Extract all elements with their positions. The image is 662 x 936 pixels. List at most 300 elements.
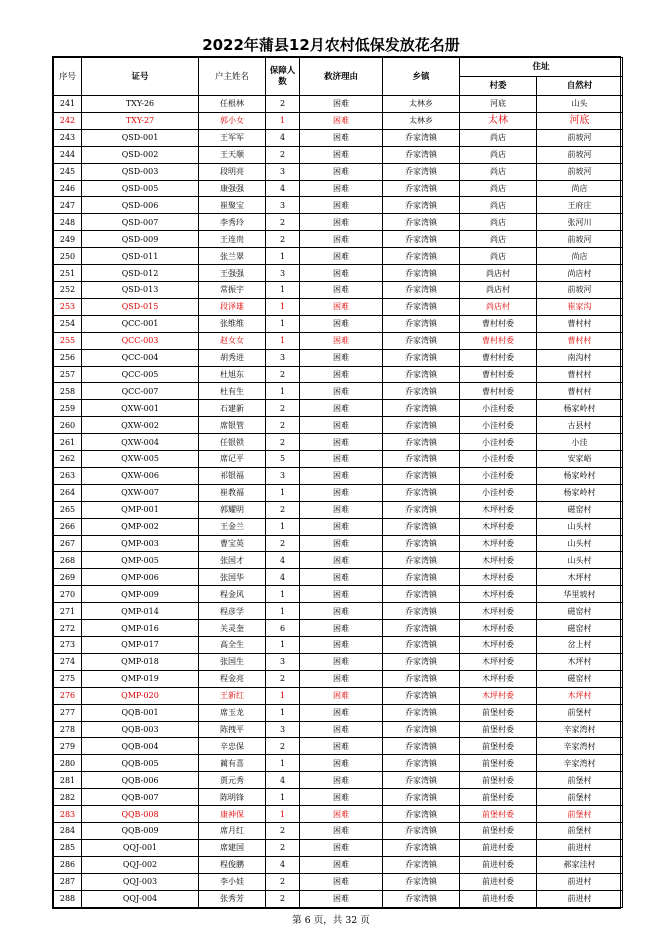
cell-cert-no: QXW-001 — [82, 400, 199, 417]
table-row — [54, 687, 623, 704]
cell-natural-village: 郝家洼村 — [537, 856, 623, 873]
cell-index: 276 — [54, 687, 82, 704]
cell-persons: 3 — [266, 467, 300, 484]
cell-natural-village: 山头村 — [537, 518, 623, 535]
cell-index: 286 — [54, 856, 82, 873]
cell-persons: 2 — [266, 501, 300, 518]
cell-persons: 2 — [266, 214, 300, 231]
cell-natural-village: 曹村村 — [537, 366, 623, 383]
cell-cert-no: QMP-002 — [82, 518, 199, 535]
cell-reason: 困难 — [300, 839, 383, 856]
cell-natural-village: 曹村村 — [537, 332, 623, 349]
cell-cert-no: QMP-018 — [82, 653, 199, 670]
cell-index: 261 — [54, 434, 82, 451]
cell-persons: 2 — [266, 400, 300, 417]
cell-reason: 困难 — [300, 856, 383, 873]
table-row — [54, 434, 623, 451]
cell-town: 太林乡 — [383, 96, 460, 113]
cell-index: 242 — [54, 112, 82, 129]
cell-index: 267 — [54, 535, 82, 552]
cell-cert-no: QSD-009 — [82, 231, 199, 248]
header-head-name: 户主姓名 — [199, 58, 266, 96]
cell-village-committee: 木坪村委 — [460, 653, 537, 670]
table-row — [54, 467, 623, 484]
cell-persons: 1 — [266, 586, 300, 603]
header-natural-village: 自然村 — [537, 77, 623, 96]
table-row — [54, 248, 623, 265]
cell-persons: 2 — [266, 738, 300, 755]
cell-village-committee: 小洼村委 — [460, 400, 537, 417]
cell-head-name: 程俊鹏 — [199, 856, 266, 873]
header-cert-no: 证号 — [82, 58, 199, 96]
table-row — [54, 214, 623, 231]
cell-reason: 困难 — [300, 484, 383, 501]
table-body — [54, 96, 623, 908]
cell-reason: 困难 — [300, 417, 383, 434]
cell-town: 乔家湾镇 — [383, 552, 460, 569]
cell-persons: 1 — [266, 637, 300, 654]
cell-natural-village: 前坡河 — [537, 281, 623, 298]
cell-natural-village: 前堡村 — [537, 789, 623, 806]
cell-persons: 2 — [266, 873, 300, 890]
cell-persons: 1 — [266, 518, 300, 535]
cell-natural-village: 张河川 — [537, 214, 623, 231]
cell-village-committee: 尚店 — [460, 129, 537, 146]
cell-natural-village: 前堡村 — [537, 704, 623, 721]
cell-reason: 困难 — [300, 112, 383, 129]
cell-village-committee: 前堡村委 — [460, 772, 537, 789]
cell-head-name: 席银管 — [199, 417, 266, 434]
cell-village-committee: 曹村村委 — [460, 349, 537, 366]
cell-cert-no: QQB-003 — [82, 721, 199, 738]
cell-index: 245 — [54, 163, 82, 180]
cell-head-name: 高全生 — [199, 637, 266, 654]
cell-natural-village: 山头村 — [537, 552, 623, 569]
cell-reason: 困难 — [300, 501, 383, 518]
cell-index: 263 — [54, 467, 82, 484]
cell-index: 241 — [54, 96, 82, 113]
cell-head-name: 杜旭东 — [199, 366, 266, 383]
cell-natural-village: 木坪村 — [537, 569, 623, 586]
cell-village-committee: 木坪村委 — [460, 569, 537, 586]
cell-index: 287 — [54, 873, 82, 890]
cell-village-committee: 尚店 — [460, 163, 537, 180]
cell-town: 太林乡 — [383, 112, 460, 129]
cell-cert-no: QMP-005 — [82, 552, 199, 569]
cell-reason: 困难 — [300, 569, 383, 586]
page-footer: 第 6 页，共 32 页 — [292, 915, 370, 926]
cell-reason: 困难 — [300, 146, 383, 163]
table-row — [54, 856, 623, 873]
cell-natural-village: 前进村 — [537, 890, 623, 907]
cell-village-committee: 尚店村 — [460, 265, 537, 282]
cell-head-name: 张兰翠 — [199, 248, 266, 265]
cell-cert-no: QQB-009 — [82, 822, 199, 839]
cell-cert-no: QMP-009 — [82, 586, 199, 603]
cell-town: 乔家湾镇 — [383, 535, 460, 552]
table-row — [54, 620, 623, 637]
table-row — [54, 96, 623, 113]
cell-cert-no: QQB-001 — [82, 704, 199, 721]
cell-town: 乔家湾镇 — [383, 704, 460, 721]
cell-reason: 困难 — [300, 721, 383, 738]
table-row — [54, 806, 623, 823]
cell-index: 270 — [54, 586, 82, 603]
cell-cert-no: QMP-001 — [82, 501, 199, 518]
cell-natural-village: 王府庄 — [537, 197, 623, 214]
cell-town: 乔家湾镇 — [383, 789, 460, 806]
table-row — [54, 231, 623, 248]
cell-index: 249 — [54, 231, 82, 248]
cell-reason: 困难 — [300, 451, 383, 468]
cell-cert-no: TXY-27 — [82, 112, 199, 129]
cell-head-name: 郭小女 — [199, 112, 266, 129]
cell-cert-no: QQJ-003 — [82, 873, 199, 890]
cell-town: 乔家湾镇 — [383, 721, 460, 738]
cell-cert-no: QCC-003 — [82, 332, 199, 349]
cell-persons: 4 — [266, 129, 300, 146]
cell-head-name: 段明亮 — [199, 163, 266, 180]
cell-index: 285 — [54, 839, 82, 856]
cell-head-name: 段泽雄 — [199, 298, 266, 315]
table-row — [54, 417, 623, 434]
cell-head-name: 王新红 — [199, 687, 266, 704]
cell-reason: 困难 — [300, 603, 383, 620]
cell-natural-village: 木坪村 — [537, 653, 623, 670]
cell-village-committee: 曹村村委 — [460, 315, 537, 332]
cell-natural-village: 安家峪 — [537, 451, 623, 468]
cell-persons: 1 — [266, 484, 300, 501]
table-row — [54, 789, 623, 806]
cell-reason: 困难 — [300, 265, 383, 282]
cell-reason: 困难 — [300, 704, 383, 721]
cell-index: 248 — [54, 214, 82, 231]
cell-village-committee: 河底 — [460, 96, 537, 113]
table-row — [54, 518, 623, 535]
header-reason: 救济理由 — [300, 58, 383, 96]
cell-index: 252 — [54, 281, 82, 298]
cell-persons: 1 — [266, 603, 300, 620]
cell-natural-village: 前进村 — [537, 873, 623, 890]
cell-index: 250 — [54, 248, 82, 265]
cell-persons: 5 — [266, 451, 300, 468]
table-row — [54, 315, 623, 332]
cell-head-name: 李小娃 — [199, 873, 266, 890]
table-row — [54, 298, 623, 315]
cell-persons: 2 — [266, 417, 300, 434]
cell-village-committee: 小洼村委 — [460, 434, 537, 451]
cell-cert-no: TXY-26 — [82, 96, 199, 113]
table-row — [54, 839, 623, 856]
cell-index: 269 — [54, 569, 82, 586]
cell-reason: 困难 — [300, 248, 383, 265]
table-row — [54, 637, 623, 654]
cell-town: 乔家湾镇 — [383, 670, 460, 687]
cell-village-committee: 前进村委 — [460, 839, 537, 856]
table-row — [54, 484, 623, 501]
cell-natural-village: 木坪村 — [537, 687, 623, 704]
cell-town: 乔家湾镇 — [383, 772, 460, 789]
cell-reason: 困难 — [300, 653, 383, 670]
cell-index: 272 — [54, 620, 82, 637]
cell-head-name: 王强强 — [199, 265, 266, 282]
cell-cert-no: QCC-004 — [82, 349, 199, 366]
cell-index: 253 — [54, 298, 82, 315]
cell-reason: 困难 — [300, 197, 383, 214]
cell-persons: 1 — [266, 112, 300, 129]
cell-natural-village: 前坡河 — [537, 163, 623, 180]
cell-index: 258 — [54, 383, 82, 400]
cell-cert-no: QQJ-002 — [82, 856, 199, 873]
table-row — [54, 332, 623, 349]
cell-persons: 1 — [266, 281, 300, 298]
cell-head-name: 胡秀进 — [199, 349, 266, 366]
cell-cert-no: QXW-006 — [82, 467, 199, 484]
cell-village-committee: 尚店 — [460, 231, 537, 248]
cell-head-name: 席记平 — [199, 451, 266, 468]
cell-cert-no: QXW-004 — [82, 434, 199, 451]
cell-persons: 3 — [266, 163, 300, 180]
cell-reason: 困难 — [300, 315, 383, 332]
cell-town: 乔家湾镇 — [383, 163, 460, 180]
cell-village-committee: 尚店 — [460, 197, 537, 214]
table-row — [54, 569, 623, 586]
cell-natural-village: 前堡村 — [537, 772, 623, 789]
cell-head-name: 王金兰 — [199, 518, 266, 535]
cell-reason: 困难 — [300, 383, 383, 400]
cell-cert-no: QSD-005 — [82, 180, 199, 197]
cell-reason: 困难 — [300, 332, 383, 349]
cell-cert-no: QXW-007 — [82, 484, 199, 501]
cell-head-name: 席月红 — [199, 822, 266, 839]
cell-cert-no: QSD-001 — [82, 129, 199, 146]
cell-index: 275 — [54, 670, 82, 687]
cell-natural-village: 尚店村 — [537, 265, 623, 282]
table-row — [54, 772, 623, 789]
cell-persons: 1 — [266, 704, 300, 721]
cell-cert-no: QQB-005 — [82, 755, 199, 772]
cell-index: 281 — [54, 772, 82, 789]
cell-index: 280 — [54, 755, 82, 772]
cell-cert-no: QXW-002 — [82, 417, 199, 434]
cell-cert-no: QMP-006 — [82, 569, 199, 586]
cell-reason: 困难 — [300, 298, 383, 315]
cell-index: 244 — [54, 146, 82, 163]
cell-natural-village: 前坡河 — [537, 231, 623, 248]
cell-index: 274 — [54, 653, 82, 670]
cell-village-committee: 曹村村委 — [460, 366, 537, 383]
cell-village-committee: 木坪村委 — [460, 603, 537, 620]
cell-persons: 3 — [266, 653, 300, 670]
table-row — [54, 265, 623, 282]
cell-cert-no: QSD-002 — [82, 146, 199, 163]
cell-natural-village: 山头村 — [537, 535, 623, 552]
cell-town: 乔家湾镇 — [383, 839, 460, 856]
table-row — [54, 112, 623, 129]
cell-head-name: 张国生 — [199, 653, 266, 670]
cell-town: 乔家湾镇 — [383, 569, 460, 586]
cell-reason: 困难 — [300, 366, 383, 383]
table-row — [54, 721, 623, 738]
cell-persons: 2 — [266, 535, 300, 552]
cell-town: 乔家湾镇 — [383, 653, 460, 670]
cell-town: 乔家湾镇 — [383, 180, 460, 197]
cell-town: 乔家湾镇 — [383, 687, 460, 704]
cell-cert-no: QMP-019 — [82, 670, 199, 687]
table-row — [54, 366, 623, 383]
cell-town: 乔家湾镇 — [383, 214, 460, 231]
cell-cert-no: QCC-007 — [82, 383, 199, 400]
cell-town: 乔家湾镇 — [383, 417, 460, 434]
cell-town: 乔家湾镇 — [383, 755, 460, 772]
cell-head-name: 郭耀明 — [199, 501, 266, 518]
table-row — [54, 653, 623, 670]
table-row — [54, 822, 623, 839]
cell-village-committee: 前堡村委 — [460, 755, 537, 772]
cell-natural-village: 杨家岭村 — [537, 400, 623, 417]
cell-index: 254 — [54, 315, 82, 332]
cell-village-committee: 前堡村委 — [460, 789, 537, 806]
cell-village-committee: 曹村村委 — [460, 332, 537, 349]
cell-natural-village: 前堡村 — [537, 806, 623, 823]
cell-reason: 困难 — [300, 637, 383, 654]
cell-persons: 2 — [266, 96, 300, 113]
cell-reason: 困难 — [300, 772, 383, 789]
cell-reason: 困难 — [300, 129, 383, 146]
cell-town: 乔家湾镇 — [383, 298, 460, 315]
cell-village-committee: 前进村委 — [460, 890, 537, 907]
table-row — [54, 586, 623, 603]
cell-persons: 1 — [266, 332, 300, 349]
header-village-committee: 村委 — [460, 77, 537, 96]
cell-head-name: 贾元秀 — [199, 772, 266, 789]
cell-persons: 1 — [266, 315, 300, 332]
cell-town: 乔家湾镇 — [383, 383, 460, 400]
cell-natural-village: 杨家岭村 — [537, 484, 623, 501]
table-row — [54, 180, 623, 197]
cell-persons: 1 — [266, 687, 300, 704]
cell-cert-no: QQB-008 — [82, 806, 199, 823]
cell-cert-no: QMP-014 — [82, 603, 199, 620]
cell-index: 262 — [54, 451, 82, 468]
cell-natural-village: 山头 — [537, 96, 623, 113]
cell-persons: 1 — [266, 248, 300, 265]
cell-natural-village: 曹村村 — [537, 315, 623, 332]
cell-village-committee: 木坪村委 — [460, 670, 537, 687]
cell-cert-no: QSD-015 — [82, 298, 199, 315]
table-header — [54, 58, 623, 96]
cell-reason: 困难 — [300, 586, 383, 603]
cell-village-committee: 尚店村 — [460, 281, 537, 298]
cell-reason: 困难 — [300, 535, 383, 552]
cell-natural-village: 崔家沟 — [537, 298, 623, 315]
cell-persons: 4 — [266, 772, 300, 789]
cell-natural-village: 曹村村 — [537, 383, 623, 400]
cell-persons: 1 — [266, 755, 300, 772]
cell-reason: 困难 — [300, 163, 383, 180]
cell-head-name: 康神保 — [199, 806, 266, 823]
cell-reason: 困难 — [300, 214, 383, 231]
cell-cert-no: QSD-011 — [82, 248, 199, 265]
cell-natural-village: 辛家湾村 — [537, 738, 623, 755]
cell-index: 246 — [54, 180, 82, 197]
cell-village-committee: 前堡村委 — [460, 822, 537, 839]
cell-persons: 4 — [266, 180, 300, 197]
cell-persons: 2 — [266, 231, 300, 248]
cell-reason: 困难 — [300, 822, 383, 839]
cell-head-name: 王军军 — [199, 129, 266, 146]
cell-town: 乔家湾镇 — [383, 873, 460, 890]
cell-town: 乔家湾镇 — [383, 146, 460, 163]
cell-reason: 困难 — [300, 518, 383, 535]
cell-head-name: 杜有生 — [199, 383, 266, 400]
cell-reason: 困难 — [300, 806, 383, 823]
cell-town: 乔家湾镇 — [383, 197, 460, 214]
cell-index: 256 — [54, 349, 82, 366]
cell-head-name: 席玉龙 — [199, 704, 266, 721]
cell-village-committee: 木坪村委 — [460, 552, 537, 569]
cell-village-committee: 木坪村委 — [460, 586, 537, 603]
cell-persons: 4 — [266, 552, 300, 569]
cell-persons: 6 — [266, 620, 300, 637]
table-row — [54, 163, 623, 180]
page-title: 2022年蒲县12月农村低保发放花名册 — [202, 36, 460, 54]
cell-head-name: 崔教福 — [199, 484, 266, 501]
cell-village-committee: 尚店 — [460, 146, 537, 163]
table-row — [54, 890, 623, 907]
cell-head-name: 赵女女 — [199, 332, 266, 349]
cell-natural-village: 磁窑村 — [537, 670, 623, 687]
cell-village-committee: 尚店 — [460, 180, 537, 197]
cell-reason: 困难 — [300, 180, 383, 197]
cell-reason: 困难 — [300, 670, 383, 687]
cell-head-name: 王连贵 — [199, 231, 266, 248]
cell-natural-village: 尚店 — [537, 248, 623, 265]
table-row — [54, 383, 623, 400]
cell-town: 乔家湾镇 — [383, 231, 460, 248]
cell-cert-no: QXW-005 — [82, 451, 199, 468]
cell-head-name: 席建国 — [199, 839, 266, 856]
cell-persons: 4 — [266, 856, 300, 873]
cell-cert-no: QSD-013 — [82, 281, 199, 298]
cell-head-name: 王天顺 — [199, 146, 266, 163]
cell-head-name: 程彦学 — [199, 603, 266, 620]
cell-town: 乔家湾镇 — [383, 856, 460, 873]
cell-cert-no: QMP-016 — [82, 620, 199, 637]
cell-persons: 2 — [266, 146, 300, 163]
cell-town: 乔家湾镇 — [383, 129, 460, 146]
table-row — [54, 501, 623, 518]
cell-natural-village: 前进村 — [537, 839, 623, 856]
cell-index: 266 — [54, 518, 82, 535]
cell-head-name: 祁银福 — [199, 467, 266, 484]
cell-index: 247 — [54, 197, 82, 214]
cell-village-committee: 木坪村委 — [460, 620, 537, 637]
cell-persons: 3 — [266, 721, 300, 738]
cell-index: 257 — [54, 366, 82, 383]
cell-town: 乔家湾镇 — [383, 265, 460, 282]
cell-persons: 1 — [266, 298, 300, 315]
cell-natural-village: 尚店 — [537, 180, 623, 197]
cell-village-committee: 曹村村委 — [460, 383, 537, 400]
cell-town: 乔家湾镇 — [383, 603, 460, 620]
cell-town: 乔家湾镇 — [383, 315, 460, 332]
cell-persons: 2 — [266, 434, 300, 451]
cell-village-committee: 木坪村委 — [460, 518, 537, 535]
cell-village-committee: 尚店村 — [460, 298, 537, 315]
cell-head-name: 曹宝英 — [199, 535, 266, 552]
cell-natural-village: 前坡河 — [537, 146, 623, 163]
